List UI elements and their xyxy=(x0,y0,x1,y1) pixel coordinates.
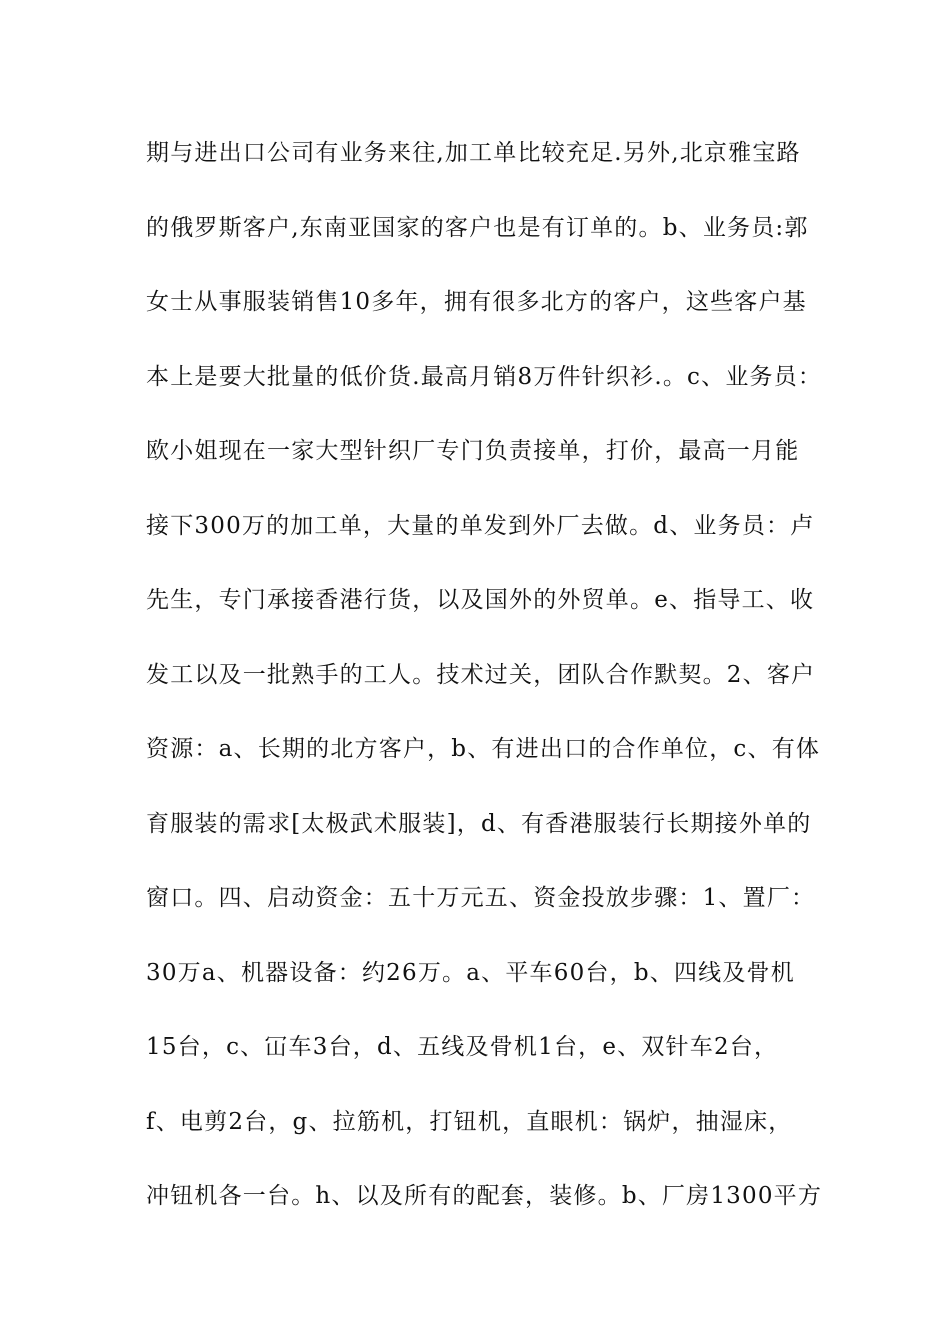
text-line: 接下300万的加工单，大量的单发到外厂去做。d、业务员：卢 xyxy=(146,512,815,539)
body-text xyxy=(146,130,823,1248)
text-line: 15台，c、冚车3台，d、五线及骨机1台，e、双针车2台， xyxy=(146,1034,779,1060)
text-line: 发工以及一批熟手的工人。技术过关，团队合作默契。2、客户 xyxy=(146,661,816,688)
text-line: 本上是要大批量的低价货.最高月销8万件针织衫.。c、业务员： xyxy=(146,363,823,390)
text-line: 女士从事服装销售10多年，拥有很多北方的客户，这些客户基 xyxy=(146,289,807,315)
text-line: 欧小姐现在一家大型针织厂专门负责接单，打价，最高一月能 xyxy=(146,438,800,464)
text-line: f、电剪2台，g、拉筋机，打钮机，直眼机：锅炉，抽湿床， xyxy=(146,1108,793,1135)
text-line: 育服装的需求[太极武术服装]，d、有香港服装行长期接外单的 xyxy=(146,810,812,837)
text-line: 先生，专门承接香港行货，以及国外的外贸单。e、指导工、收 xyxy=(146,587,815,613)
text-line: 30万a、机器设备：约26万。a、平车60台，b、四线及骨机 xyxy=(146,959,795,986)
text-line: 冲钮机各一台。h、以及所有的配套，装修。b、厂房1300平方 xyxy=(146,1183,823,1209)
text-line: 窗口。四、启动资金：五十万元五、资金投放步骤：1、置厂： xyxy=(146,885,816,911)
text-line: 期与进出口公司有业务来往,加工单比较充足.另外,北京雅宝路 xyxy=(146,140,801,166)
text-line: 的俄罗斯客户,东南亚国家的客户也是有订单的。b、业务员:郭 xyxy=(146,214,809,241)
text-line: 资源：a、长期的北方客户，b、有进出口的合作单位，c、有体 xyxy=(146,736,821,762)
